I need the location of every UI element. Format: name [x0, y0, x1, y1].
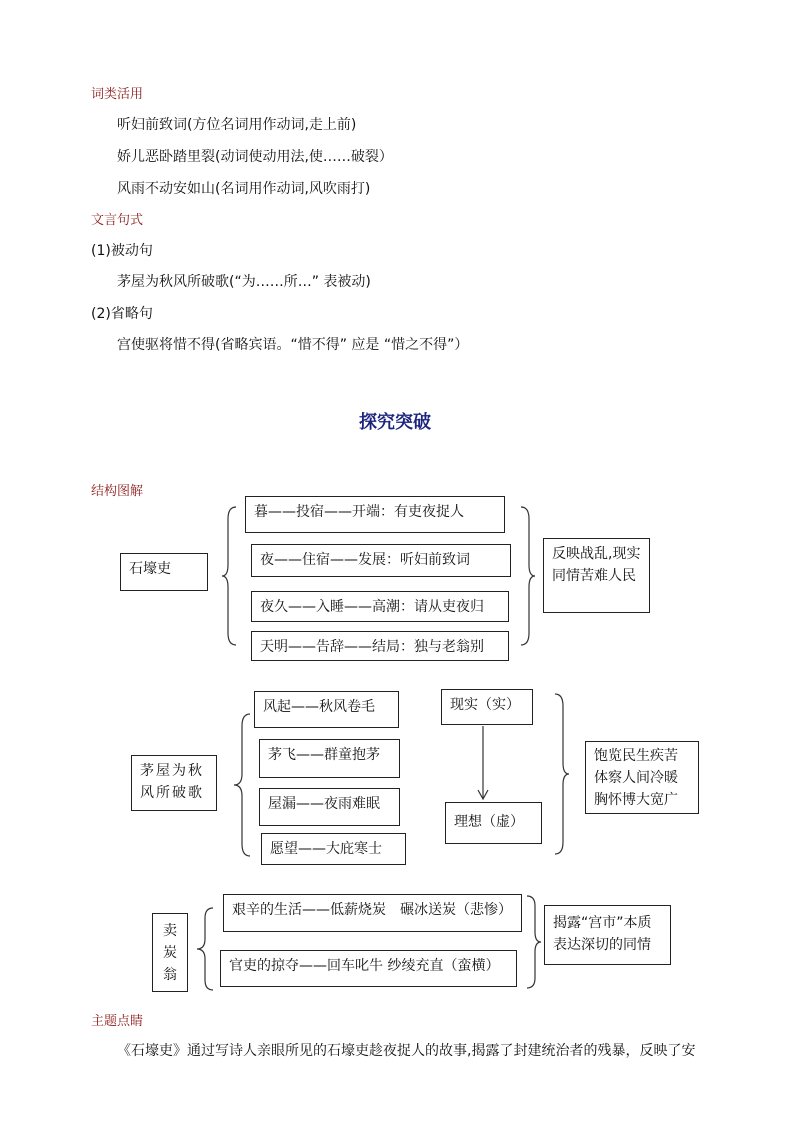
maitan-stage-2-text: 官吏的掠夺——回车叱牛 纱绫充直（蛮横） [229, 958, 500, 974]
section-heading-theme: 主题点睛 [91, 1014, 144, 1029]
maitan-title: 卖炭翁 [163, 923, 177, 983]
maowu-summary: 饱览民生疾苦体察人间冷暖胸怀博大宽广 [594, 748, 678, 808]
section-heading-cilei: 词类活用 [91, 87, 144, 102]
shihaoli-left-brace [222, 505, 246, 647]
maowu-stage-1-text: 风起——秋风卷毛 [263, 699, 375, 715]
maitan-title-box [152, 913, 188, 992]
maowu-arrow [476, 726, 490, 802]
maowu-left-brace [234, 712, 258, 858]
maowu-stage-2-text: 茅飞——群童抱茅 [268, 747, 380, 763]
maitan-stage-2 [220, 950, 517, 987]
maowu-summary-box [585, 741, 699, 814]
maowu-ideal-box [445, 802, 542, 844]
maitan-summary-box [544, 905, 671, 965]
shihaoli-right-brace [519, 505, 543, 647]
shihaoli-stage-3 [251, 591, 509, 622]
maowu-stage-2 [259, 739, 400, 778]
shihaoli-stage-3-text: 夜久——入睡——高潮：请从吏夜归 [260, 599, 484, 615]
shihaoli-summary: 反映战乱,现实同情苦难人民 [552, 546, 641, 584]
maowu-right-brace [553, 692, 577, 856]
maowu-title-box [131, 755, 217, 811]
section-heading-structure: 结构图解 [91, 484, 144, 499]
maowu-real: 现实（实） [450, 697, 520, 713]
cilei-item-1: 听妇前致词(方位名词用作动词,走上前) [117, 117, 357, 133]
maitan-stage-1 [223, 894, 522, 932]
maowu-title: 茅屋为秋风所破歌 [140, 763, 204, 801]
maowu-real-box [441, 689, 533, 725]
jushi-sub2: (2)省略句 [91, 306, 153, 322]
cilei-item-3: 风雨不动安如山(名词用作动词,风吹雨打) [117, 181, 371, 197]
shihaoli-stage-4-text: 天明——告辞——结局：独与老翁别 [260, 639, 484, 655]
shihaoli-title-box [120, 553, 208, 591]
maitan-left-brace [197, 906, 221, 992]
theme-text: 《石壕吏》通过写诗人亲眼所见的石壕吏趁夜捉人的故事,揭露了封建统治者的残暴，反映了安 [117, 1043, 696, 1059]
maowu-stage-4 [261, 833, 406, 865]
jushi-sub1-item: 茅屋为秋风所破歌(“为……所…” 表被动) [117, 274, 371, 290]
shihaoli-summary-box [543, 538, 650, 613]
shihaoli-stage-2-text: 夜——住宿——发展：听妇前致词 [260, 552, 470, 568]
maitan-stage-1-text: 艰辛的生活——低薪烧炭 碾冰送炭（悲惨） [232, 902, 512, 918]
jushi-sub1: (1)被动句 [91, 243, 153, 259]
shihaoli-title: 石壕吏 [129, 561, 171, 577]
shihaoli-stage-2 [251, 544, 511, 577]
maowu-stage-3 [259, 788, 400, 826]
section-heading-jushi: 文言句式 [91, 213, 144, 228]
shihaoli-stage-4 [251, 631, 509, 661]
jushi-sub2-item: 宫使驱将惜不得(省略宾语。“惜不得” 应是 “惜之不得”） [117, 337, 469, 353]
maowu-stage-3-text: 屋漏——夜雨难眠 [268, 796, 380, 812]
cilei-item-2: 娇儿恶卧踏里裂(动词使动用法,使……破裂） [117, 149, 393, 165]
maowu-ideal: 理想（虚） [454, 814, 524, 830]
shihaoli-stage-1-text: 暮——投宿——开端：有吏夜捉人 [254, 504, 464, 520]
maitan-summary: 揭露“宫市”本质表达深切的同情 [553, 915, 652, 953]
maowu-stage-1 [254, 691, 399, 728]
maowu-stage-4-text: 愿望——大庇寒士 [270, 841, 382, 857]
shihaoli-stage-1 [245, 496, 505, 533]
main-title: 探究突破 [359, 412, 431, 433]
